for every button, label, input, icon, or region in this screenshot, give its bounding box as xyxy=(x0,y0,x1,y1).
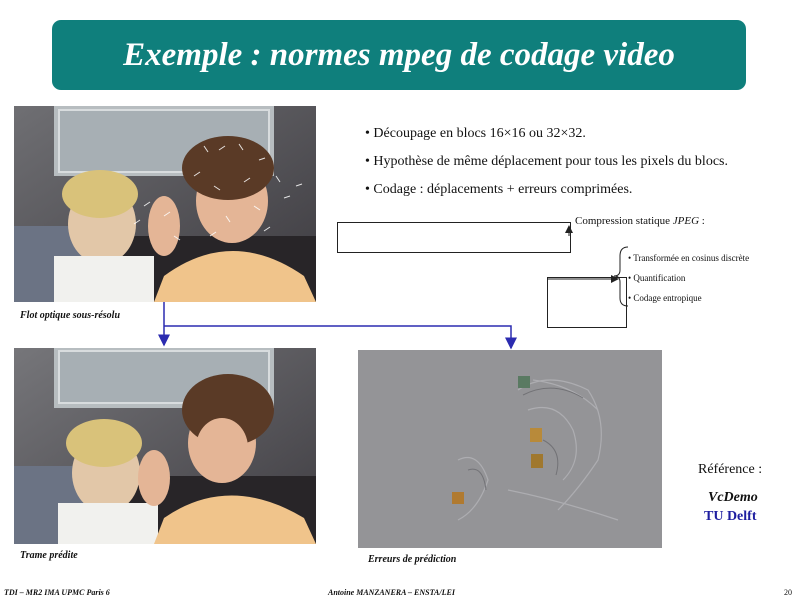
footer-course: TDI – MR2 IMA UPMC Paris 6 xyxy=(4,588,110,597)
compression-label-suffix: : xyxy=(699,215,705,227)
compression-step-entropy: • Codage entropique xyxy=(628,293,702,303)
reference-institution: TU Delft xyxy=(704,509,757,524)
flow-to-prediction-arrows xyxy=(164,302,511,348)
compression-label-jpeg: JPEG xyxy=(672,215,700,227)
bullet-item: • Hypothèse de même déplacement pour tous les pixels du blocs. xyxy=(365,154,728,169)
compression-brace xyxy=(614,247,628,306)
arrow-to-prediction-errors xyxy=(164,326,511,348)
compression-label-prefix: Compression statique xyxy=(575,215,673,227)
compression-step-dct: • Transformée en cosinus discrète xyxy=(628,253,750,263)
reference-label: Référence : xyxy=(698,462,763,477)
reference-demo: VcDemo xyxy=(708,490,758,505)
bullet-item: • Codage : déplacements + erreurs comprimées. xyxy=(365,182,633,197)
bullet-item: • Découpage en blocs 16×16 ou 32×32. xyxy=(365,126,586,141)
caption-optical-flow: Flot optique sous-résolu xyxy=(20,310,121,321)
compression-step-quantization: • Quantification xyxy=(628,273,686,283)
caption-prediction-errors: Erreurs de prédiction xyxy=(368,554,457,565)
slide-title: Exemple : normes mpeg de codage video xyxy=(123,36,675,73)
caption-predicted-frame: Trame prédite xyxy=(20,550,78,561)
footer-page-number: 20 xyxy=(784,588,792,597)
footer-author: Antoine MANZANERA – ENSTA/LEI xyxy=(328,588,455,597)
